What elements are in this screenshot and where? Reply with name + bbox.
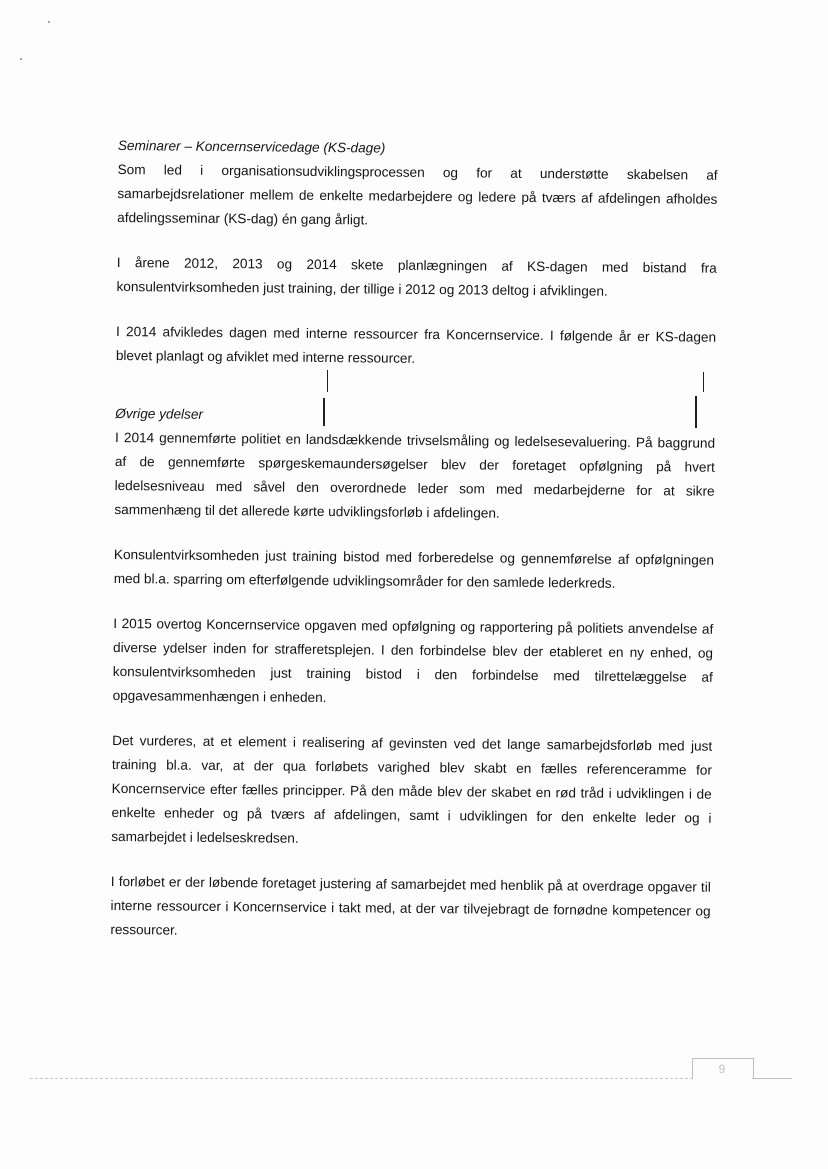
page-number: 9 — [718, 1062, 726, 1076]
section-heading-oevrige-ydelser: Øvrige ydelser — [115, 405, 204, 422]
scan-line-mark — [703, 372, 704, 392]
footer-rule-right — [752, 1078, 792, 1079]
section-heading-seminarer: Seminarer – Koncernservicedage (KS-dage) — [117, 137, 386, 156]
paragraph: I 2015 overtog Koncernservice opgaven med opfølgning og rapportering på politiets anvendelse af diverse ydelser inden for strafferetsplejen. I den forbindelse blev der etableret en ny enhed, og konsulentvirksomheden just training bistod i den forbindelse med tilrettelæggelse af opgavesammenhængen i enheden. — [112, 615, 714, 706]
paragraph: Det vurderes, at et element i realisering af gevinsten ved det lange samarbejdsforløb med just training bl.a. var, at der qua forløbets varighed blev skabt en fælles referenceramme for Koncernservice efter fælles principper. På den måde blev der skabet en rød tråd i udviklingen i de enkelte enheder og på tværs af afdelingen, samt i udviklingen for den enkelte leder og i samarbejdet i ledelseskredsen. — [111, 732, 713, 846]
paragraph: Som led i organisationsudviklingsprocessen og for at understøtte skabelsen af samarbejdsrelationer mellem de enkelte medarbejdere og ledere på tværs af afdelingen afholdes afdelingsseminar (KS-dag) én gang årligt. — [117, 161, 718, 228]
scan-line-mark — [695, 396, 697, 428]
scan-line-mark — [323, 398, 325, 426]
scan-line-mark — [327, 370, 328, 392]
paragraph: I 2014 afvikledes dagen med interne ressourcer fra Koncernservice. I følgende år er KS-dagen blevet planlagt og afviklet med interne ressourcer. — [115, 323, 717, 366]
paragraph: I forløbet er der løbende foretaget justering af samarbejdet med henblik på at overdrage opgaver til interne ressourcer i Koncernservice i takt med, at der var tilvejebragt de fornødne kompetencer og ressourcer. — [110, 873, 711, 938]
footer-rule — [30, 1078, 692, 1079]
scan-speck — [20, 58, 22, 60]
scan-speck — [48, 21, 50, 23]
document-body — [110, 134, 718, 948]
paragraph: I årene 2012, 2013 og 2014 skete planlægningen af KS-dagen med bistand fra konsulentvirksomheden just training, der tillige i 2012 og 2013 deltog i afviklingen. — [116, 254, 717, 299]
paragraph: I 2014 gennemførte politiet en landsdækkende trivselsmåling og ledelsesevaluering. På baggrund af de gennemførte spørgeskemaundersøgelser blev der foretaget opfølgning på hvert ledelsesniveau med såvel den overordnede leder som med medarbejderne for at sikre sammenhæng til det allerede kørte udviklingsforløb i afdelingen. — [114, 429, 716, 521]
paragraph: Konsulentvirksomheden just training bistod med forberedelse og gennemførelse af opfølgningen med bl.a. sparring om efterfølgende udviklingsområder for den samlede lederkreds. — [113, 546, 715, 591]
